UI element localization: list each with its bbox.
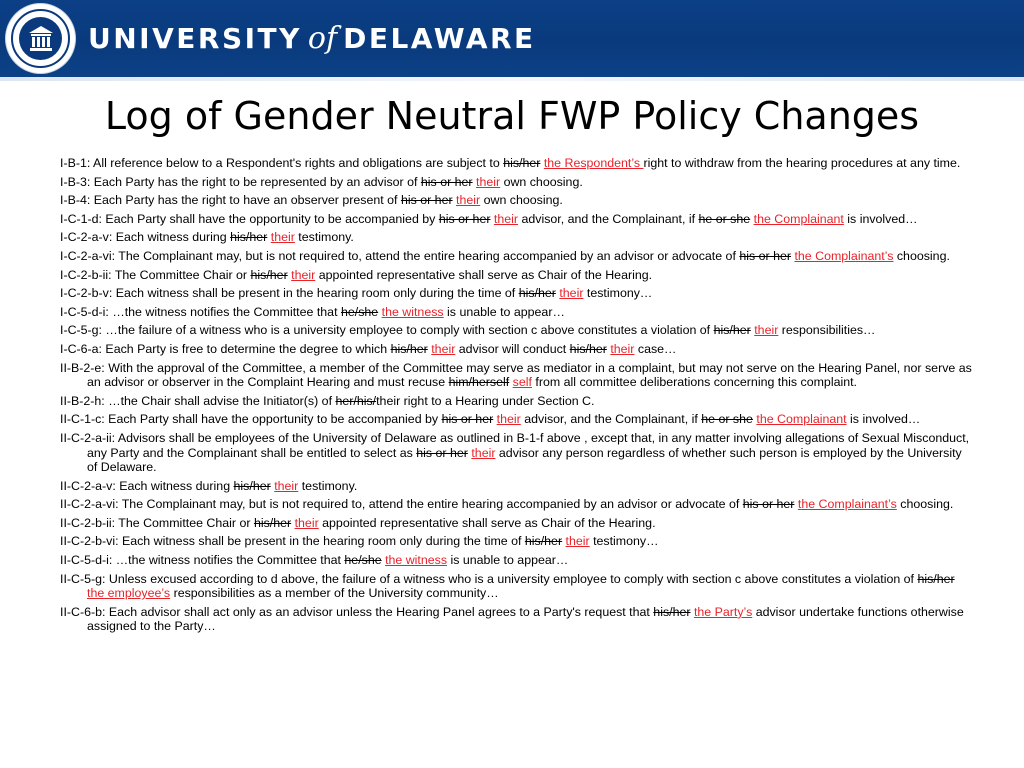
entry-text: I-C-2-b-v: Each witness shall be present in the hearing room only during the time of xyxy=(60,286,519,301)
inserted-text: their xyxy=(476,174,501,189)
inserted-text: the witness xyxy=(381,304,444,319)
entry-text: I-C-2-b-ii: The Committee Chair or xyxy=(60,267,251,282)
inserted-text: the Complainant xyxy=(753,211,844,226)
policy-change-entry xyxy=(60,534,972,549)
deleted-text: his/her xyxy=(390,341,428,356)
university-wordmark xyxy=(88,20,536,58)
entry-text: advisor any person regardless of whether such person is employed by the University of Delaware. xyxy=(87,445,962,475)
entry-text: right to withdraw from the hearing procedures at any time. xyxy=(643,156,961,170)
inserted-text: their xyxy=(431,341,456,356)
entry-text: testimony… xyxy=(589,534,659,549)
entry-text: I-B-3: Each Party has the right to be represented by an advisor of xyxy=(60,174,421,189)
university-seal-icon xyxy=(6,4,75,73)
inserted-text: the employee’s xyxy=(87,586,171,601)
deleted-text: his/her xyxy=(253,515,292,530)
inserted-text: their xyxy=(493,211,519,226)
entry-text: II-B-2-h: …the Chair shall advise the Initiator(s) of xyxy=(60,393,336,408)
policy-change-entry xyxy=(60,175,972,190)
entry-text: I-B-1: All reference below to a Respondent's rights and obligations are subject to xyxy=(60,156,504,170)
entry-text: I-C-2-a-v: Each witness during xyxy=(60,230,231,245)
entry-text: testimony. xyxy=(294,230,354,245)
inserted-text: their xyxy=(294,515,319,530)
entry-text: is unable to appear… xyxy=(447,553,569,568)
inserted-text: the Complainant xyxy=(756,412,847,427)
deleted-text: his/her xyxy=(503,156,541,170)
entry-text: appointed representative shall serve as Chair of the Hearing. xyxy=(315,267,653,282)
deleted-text: him/herself xyxy=(448,375,510,390)
entry-text: I-C-5-g: …the failure of a witness who is a university employee to comply with section c above constitutes a violation of xyxy=(60,323,714,338)
entry-text: advisor, and the Complainant, if xyxy=(520,412,702,427)
policy-change-entry xyxy=(60,497,972,512)
university-header-banner xyxy=(0,0,1024,77)
deleted-text: her/his/ xyxy=(335,393,377,408)
deleted-text: his/her xyxy=(250,267,288,282)
inserted-text: their xyxy=(270,230,295,245)
wordmark-delaware: DELAWARE xyxy=(343,22,536,55)
deleted-text: his or her xyxy=(400,193,453,208)
header-divider xyxy=(0,77,1024,81)
inserted-text: their xyxy=(559,286,584,301)
deleted-text: his/her xyxy=(917,571,955,586)
deleted-text: his or her xyxy=(420,174,473,189)
inserted-text: the witness xyxy=(385,553,448,568)
deleted-text: his/her xyxy=(713,323,751,338)
inserted-text: the Complainant’s xyxy=(794,248,894,263)
deleted-text: his or her xyxy=(416,445,468,460)
entry-text: testimony… xyxy=(583,286,653,301)
page-title: Log of Gender Neutral FWP Policy Changes xyxy=(104,94,920,138)
deleted-text: he or she xyxy=(701,412,753,427)
entry-text: I-B-4: Each Party has the right to have an observer present of xyxy=(60,193,401,208)
entry-text: testimony. xyxy=(298,478,358,493)
entry-text: choosing. xyxy=(896,497,954,512)
deleted-text: his/her xyxy=(569,341,607,356)
inserted-text: their xyxy=(471,445,496,460)
entry-text: responsibilities… xyxy=(778,323,876,338)
inserted-text: their xyxy=(496,412,521,427)
policy-change-entry xyxy=(60,572,972,601)
entry-text: choosing. xyxy=(893,248,950,263)
policy-change-entry xyxy=(60,286,972,301)
policy-change-entry xyxy=(60,193,972,208)
entry-text: II-C-6-b: Each advisor shall act only as an advisor unless the Hearing Panel agrees to a Party's request that xyxy=(60,604,654,619)
entry-text: responsibilities as a member of the University community… xyxy=(170,586,499,601)
deleted-text: he/she xyxy=(344,553,382,568)
entry-text: II-C-2-a-v: Each witness during xyxy=(60,478,234,493)
deleted-text: his or her xyxy=(739,248,791,263)
entry-text: appointed representative shall serve as Chair of the Hearing. xyxy=(318,515,656,530)
entry-text: II-B-2-e: With the approval of the Committee, a member of the Committee may serve as mediator in a complaint, but may not serve on the Hearing Panel, nor serve as an advisor or observer in the Complaint Hearing and must recuse xyxy=(60,360,972,390)
policy-change-entry xyxy=(60,361,972,390)
entry-text: II-C-2-a-vi: The Complainant may, but is not required to, attend the entire hearing accompanied by an advisor or advocate of xyxy=(60,497,743,512)
entry-text: II-C-2-b-vi: Each witness shall be present in the hearing room only during the time of xyxy=(60,534,525,549)
entry-text: is involved… xyxy=(843,211,918,226)
entry-text: is involved… xyxy=(846,412,921,427)
entry-text: II-C-5-g: Unless excused according to d above, the failure of a witness who is a university employee to comply with section c above constitutes a violation of xyxy=(60,571,918,586)
inserted-text: their xyxy=(565,534,590,549)
policy-change-entry xyxy=(60,553,972,568)
entry-text: II-C-2-a-ii: Advisors shall be employees of the University of Delaware as outlined in B-1-f above , except that, in any matter involving allegations of Sexual Misconduct, any Party and the Complainant shall be entitled to select as xyxy=(60,430,970,460)
entry-text: from all committee deliberations concerning this complaint. xyxy=(531,375,857,390)
entry-text: I-C-2-a-vi: The Complainant may, but is not required to, attend the entire hearing accompanied by an advisor or advocate of xyxy=(60,248,740,263)
policy-change-entry xyxy=(60,230,972,245)
entry-text: II-C-1-c: Each Party shall have the opportunity to be accompanied by xyxy=(60,412,442,427)
inserted-text: the Complainant’s xyxy=(797,497,897,512)
entry-text: I-C-5-d-i: …the witness notifies the Committee that xyxy=(60,304,341,319)
policy-change-entry xyxy=(60,342,972,357)
entry-text: case… xyxy=(634,341,677,356)
entry-text: II-C-5-d-i: …the witness notifies the Committee that xyxy=(60,553,345,568)
inserted-text: their xyxy=(291,267,316,282)
inserted-text: their xyxy=(456,193,481,208)
policy-change-list xyxy=(60,156,972,638)
inserted-text: their xyxy=(610,341,635,356)
inserted-text: the Respondent’s xyxy=(543,156,644,170)
wordmark-university: UNIVERSITY xyxy=(88,22,302,55)
policy-change-entry xyxy=(60,212,972,227)
deleted-text: his/her xyxy=(524,534,563,549)
policy-change-entry xyxy=(60,394,972,409)
deleted-text: he/she xyxy=(340,304,379,319)
entry-text: own choosing. xyxy=(500,174,583,189)
entry-text: I-C-6-a: Each Party is free to determine the degree to which xyxy=(60,341,391,356)
inserted-text: the Party’s xyxy=(693,604,753,619)
entry-text: own choosing. xyxy=(480,193,563,208)
wordmark-of: of xyxy=(307,21,338,56)
deleted-text: he or she xyxy=(698,211,751,226)
inserted-text: their xyxy=(754,323,779,338)
deleted-text: his/her xyxy=(230,230,268,245)
policy-change-entry xyxy=(60,305,972,320)
entry-text: advisor will conduct xyxy=(455,341,570,356)
policy-change-entry xyxy=(60,605,972,634)
policy-change-entry xyxy=(60,156,972,171)
policy-change-entry xyxy=(60,516,972,531)
policy-change-entry xyxy=(60,479,972,494)
entry-text: their right to a Hearing under Section C. xyxy=(376,393,595,408)
policy-change-entry xyxy=(60,412,972,427)
deleted-text: his or her xyxy=(441,412,494,427)
entry-text: I-C-1-d: Each Party shall have the opportunity to be accompanied by xyxy=(60,211,439,226)
inserted-text: their xyxy=(274,478,299,493)
building-icon xyxy=(28,25,54,52)
policy-change-entry xyxy=(60,323,972,338)
deleted-text: his or her xyxy=(438,211,491,226)
policy-change-entry xyxy=(60,431,972,475)
deleted-text: his/her xyxy=(653,604,691,619)
entry-text: II-C-2-b-ii: The Committee Chair or xyxy=(60,515,254,530)
entry-text: advisor undertake functions otherwise assigned to the Party… xyxy=(87,604,964,634)
entry-text: advisor, and the Complainant, if xyxy=(518,211,699,226)
inserted-text: self xyxy=(512,375,532,390)
policy-change-entry xyxy=(60,268,972,283)
deleted-text: his/her xyxy=(233,478,271,493)
deleted-text: his or her xyxy=(742,497,795,512)
deleted-text: his/her xyxy=(518,286,556,301)
entry-text: is unable to appear… xyxy=(443,304,565,319)
policy-change-entry xyxy=(60,249,972,264)
